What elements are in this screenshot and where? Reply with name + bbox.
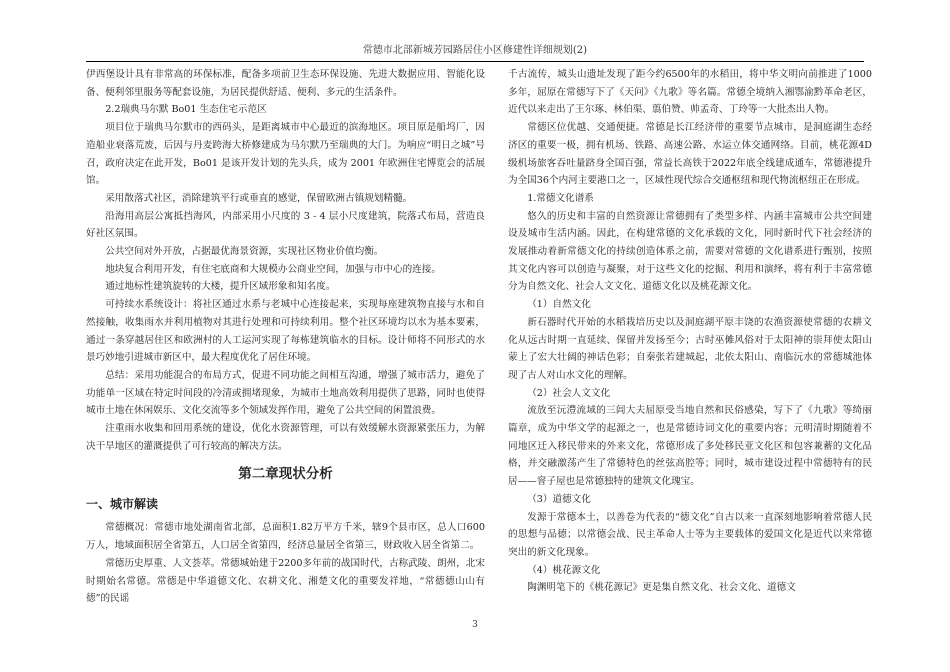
paragraph: 悠久的历史和丰富的自然资源让常德拥有了类型多样、内涵丰富城市公共空间建设及城市生活内涵。因此，在构建常德的文化承载的文化，同时新时代下社会经济的发展推动着新常德文化的持续创造体系之前，需要对常德的文化谱系进行甄别，按照其文化内容可以创造与凝聚，对于这些文化的挖掘、利用和演绎，将有利于丰富常德分为自然文化、社会人文文化、道德文化以及桃花源文化。	[508, 210, 872, 293]
paragraph: 沿海用高层公寓抵挡海风，内部采用小尺度的 3 - 4 层小尺度建筑，院落式布局，营造良好社区氛围。	[86, 210, 485, 240]
paragraph: 千古流传，城头山遗址发现了距今约6500年的水稻田，将中华文明向前推进了1000多年，屈原在常德写下了《天问》《九歌》等名篇。常德全境纳入湘鄂渝黔革命老区，近代以来走出了王尔琢、林伯渠、翦伯赞、帅孟奇、丁玲等一大批杰出人物。	[508, 69, 872, 116]
paragraph: 伊西堡设计具有非常高的环保标准，配备多项前卫生态环保设施、先进大数据应用、智能化设备、便利邻里服务等配套设施，为居民提供舒适、便利、多元的生活条件。	[86, 69, 485, 98]
paragraph: 通过地标性建筑旋转的大楼，提升区域形象和知名度。	[105, 281, 336, 293]
running-header: 常德市北部新城芳园路居住小区修建性详细规划(2)	[362, 45, 588, 56]
section-title: 一、城市解读	[86, 497, 159, 512]
paragraph: 新石器时代开始的水稻栽培历史以及洞庭湖平原丰饶的农渔资源使常德的农耕文化从远古时期一直延续、保留并发扬至今；古时巫傩风俗对于太阳神的崇拜使太阳山蒙上了宏大壮阔的神话色彩；自秦张若建城起，北依太阳山、南临沅水的常德城池体现了古人对山水文化的理解。	[508, 316, 872, 381]
paragraph: 常德概况：常德市地处湖南省北部，总面积1.82万平方千米，辖9个县市区，总人口600万人，地域面积居全省第五，人口居全省第四，经济总量居全省第三，财政收入居全省第二。	[86, 522, 485, 552]
paragraph: 地块复合利用开发，有住宅底商和大规模办公商业空间，加强与市中心的连接。	[105, 263, 441, 275]
page-number: 3	[472, 620, 478, 630]
paragraph: 常德区位优越、交通便捷。常德是长江经济带的重要节点城市，是洞庭湖生态经济区的重要一极，拥有机场、铁路、高速公路、水运立体交通网络。目前，桃花源4D级机场旅客吞吐量跻身全国百强，常益长高铁于2022年底全线建成通车，常德港提升为全国36个内河主要港口之一，区域性现代综合交通枢纽和现代物流枢纽正在形成。	[508, 122, 872, 187]
left-column	[86, 66, 485, 608]
paragraph: 可持续水系统设计：将社区通过水系与老城中心连接起来，实现每座建筑物直接与水和自然接触，收集雨水并利用植物对其进行处理和可持续利用。整个社区环境均以水为基本要素，通过一条穿越居住区和欧洲村的人工运河实现了每栋建筑临水的目标。设计师将不同形式的水景巧妙地引进城市新区中，最大程度优化了居住环境。	[86, 299, 485, 364]
subsection-heading: （1）自然文化	[527, 299, 591, 311]
subsection-heading: 2.2瑞典马尔默 Bo01 生态住宅示范区	[105, 104, 267, 116]
paragraph: 公共空间对外开放，占据最优海景资源，实现社区物业价值均衡。	[105, 246, 384, 258]
subsection-heading: 1.常德文化谱系	[527, 192, 594, 204]
subsection-heading: （3）道德文化	[527, 493, 591, 505]
chapter-title: 第二章现状分析	[238, 466, 333, 483]
paragraph: 采用散落式社区，消除建筑平行或垂直的感觉，保留欧洲古镇规划精髓。	[105, 192, 413, 204]
subsection-heading: （2）社会人文文化	[527, 387, 611, 399]
header-rule	[86, 61, 864, 62]
paragraph: 发源于常德本土，以善卷为代表的“德文化”自古以来一直深刻地影响着常德人民的思想与品德；以常德会战、民主革命人士等为主要载体的爱国文化是近代以来常德突出的新文化现象。	[508, 511, 872, 558]
right-column	[508, 66, 872, 597]
subsection-heading: （4）桃花源文化	[527, 564, 601, 576]
paragraph: 注重雨水收集和回用系统的建设，优化水资源管理，可以有效缓解水资源紧张压力，为解决干旱地区的灌溉提供了可行较高的解决方法。	[86, 423, 485, 452]
paragraph: 陶渊明笔下的《桃花源记》更是集自然文化、社会文化、道德文	[527, 582, 796, 594]
paragraph: 流放至沅澧流域的三闾大夫屈原受当地自然和民俗感染，写下了《九歌》等绮丽篇章，成为中华文学的起源之一，也是常德诗词文化的重要内容；元明清时期随着不同地区迁入移民带来的外来文化，常德形成了多处移民亚文化区和包容兼蓄的文化品格，并交融激荡产生了常德特色的丝弦高腔等；同时，城市建设过程中常德特有的民居——窨子屋也是常德独特的建筑文化瑰宝。	[508, 405, 872, 488]
paragraph: 常德历史厚重、人文荟萃。常德城始建于2200多年前的战国时代，古称武陵、朗州，北宋时期始名常德。常德是中华道德文化、农耕文化、湘楚文化的重要发祥地，“常德德山山有德”的民谣	[86, 557, 485, 605]
paragraph: 项目位于瑞典马尔默市的西码头，是距离城市中心最近的滨海地区。项目原是船坞厂，因造船业衰落荒废，后因与丹麦跨海大桥修建成为马尔默乃至瑞典的大门。为响应“明日之城”号召，政府决定在此开发，Bo01 是该开发计划的先头兵，成为 2001 年欧洲住宅博览会的活展馆。	[86, 122, 485, 187]
paragraph: 总结：采用功能混合的布局方式，促进不同功能之间相互沟通，增强了城市活力，避免了功能单一区域在特定时间段的冷清或拥堵现象，为城市土地高效利用提供了思路，同时也使得城市土地在休闲娱乐、文化交流等多个领域发挥作用，避免了公共空间的闲置浪费。	[86, 369, 485, 417]
